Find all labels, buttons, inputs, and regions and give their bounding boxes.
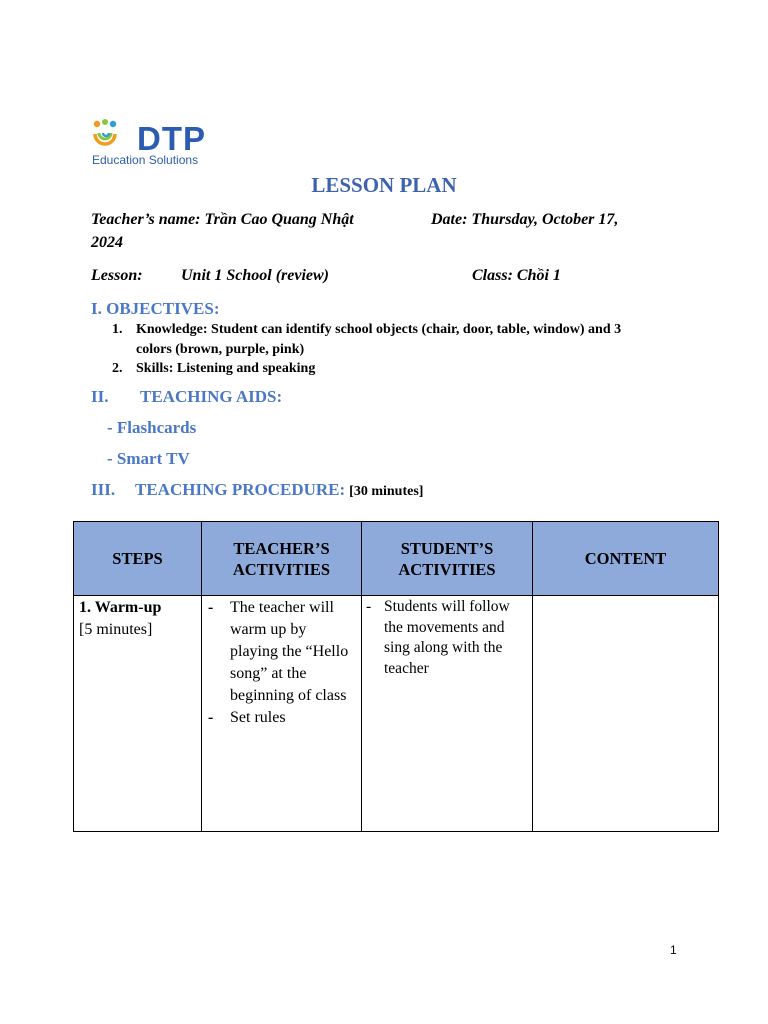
logo-brand: DTP (137, 120, 206, 157)
step-title: 1. Warm-up (79, 599, 162, 616)
page-number: 1 (670, 943, 677, 957)
bullet-marker: - (366, 598, 372, 615)
teacher-activities-cell (202, 596, 362, 832)
objective-1-num: 1. (112, 322, 123, 337)
objective-1-line2: colors (brown, purple, pink) (136, 342, 305, 357)
header-teacher-label: TEACHER’S ACTIVITIES (232, 538, 331, 579)
header-steps: STEPS (74, 522, 202, 596)
header-teacher-activities (202, 522, 362, 596)
teacher-activity-text: Set rules (230, 709, 286, 726)
student-activities-cell (362, 596, 533, 832)
objectives-heading: I. OBJECTIVES: (91, 299, 220, 318)
header-student-label: STUDENT’S ACTIVITIES (398, 538, 496, 579)
teacher-name: Teacher’s name: Trần Cao Quang Nhật (91, 211, 354, 228)
aid-item-flashcards: - Flashcards (107, 418, 197, 437)
step-time: [5 minutes] (79, 621, 153, 638)
objective-2-num: 2. (112, 361, 123, 376)
bullet-marker: - (208, 709, 214, 726)
table-row (74, 596, 719, 832)
aid-item-smart-tv: - Smart TV (107, 449, 190, 468)
teacher-activity-item (208, 707, 351, 729)
student-activity-item (366, 597, 522, 679)
class-name: Class: Chồi 1 (472, 267, 561, 284)
objective-1-line1: Knowledge: Student can identify school objects (chair, door, table, window) and 3 (136, 322, 622, 337)
procedure-table (73, 521, 719, 832)
table-header-row (74, 522, 719, 596)
date-line1: Date: Thursday, October 17, (431, 211, 619, 228)
procedure-num: III. (91, 480, 116, 499)
procedure-heading: TEACHING PROCEDURE: (135, 480, 346, 499)
procedure-heading-line (135, 479, 423, 502)
aids-heading: TEACHING AIDS: (140, 387, 283, 406)
page-title: LESSON PLAN (311, 173, 457, 197)
procedure-duration: [30 minutes] (349, 484, 424, 499)
step-cell (74, 596, 202, 832)
header-student-activities (362, 522, 533, 596)
student-activity-text: Students will follow the movements and sing along with the teacher (384, 598, 510, 677)
objective-2-line1: Skills: Listening and speaking (136, 361, 316, 376)
header-content: CONTENT (533, 522, 719, 596)
teacher-activity-item (208, 597, 351, 707)
date-line2: 2024 (91, 234, 123, 251)
lesson-label: Lesson: (91, 267, 143, 284)
content-cell (533, 596, 719, 832)
bullet-marker: - (208, 599, 214, 616)
lesson-value: Unit 1 School (review) (181, 267, 329, 284)
teacher-activity-text: The teacher will warm up by playing the “Hello song” at the beginning of class (230, 599, 349, 704)
aids-num: II. (91, 387, 109, 406)
logo-tagline: Education Solutions (92, 153, 199, 167)
